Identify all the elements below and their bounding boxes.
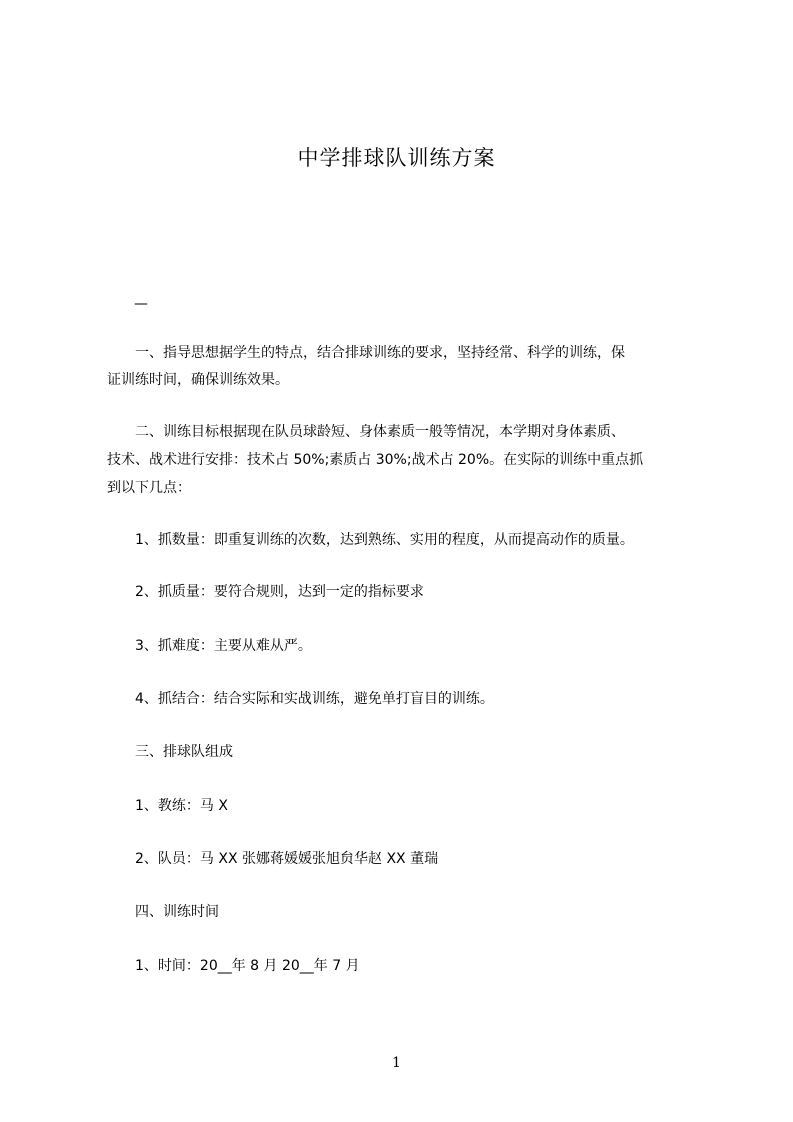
section-heading: 四、训练时间	[135, 904, 219, 920]
paragraph-line: 证训练时间，确保训练效果。	[107, 372, 289, 388]
list-item: 3、抓难度：主要从难从严。	[135, 638, 312, 654]
paragraph-line: 技术、战术进行安排：技术占 50%;素质占 30%;战术占 20%。在实际的训练中重点抓	[107, 452, 644, 468]
paragraph-line: 二、训练目标根据现在队员球龄短、身体素质一般等情况，本学期对身体素质、	[135, 424, 625, 440]
document-title: 中学排球队训练方案	[297, 146, 496, 170]
section-heading: 三、排球队组成	[135, 744, 233, 760]
list-item: 1、抓数量：即重复训练的次数，达到熟练、实用的程度，从而提高动作的质量。	[135, 532, 634, 548]
list-item: 2、抓质量：要符合规则，达到一定的指标要求	[135, 584, 424, 600]
list-item: 4、抓结合：结合实际和实战训练，避免单打盲目的训练。	[135, 691, 494, 707]
dash-mark: —	[134, 296, 148, 312]
list-item: 2、队员：马 XX 张娜蒋媛媛张旭贠华赵 XX 董瑞	[135, 851, 439, 867]
paragraph-line: 一、指导思想据学生的特点，结合排球训练的要求，坚持经常、科学的训练，保	[135, 345, 625, 361]
page-number: 1	[392, 1055, 401, 1071]
paragraph-line: 到以下几点：	[107, 480, 191, 496]
list-item: 1、时间：20__年 8 月 20__年 7 月	[135, 958, 360, 974]
list-item: 1、教练：马 X	[135, 798, 228, 814]
